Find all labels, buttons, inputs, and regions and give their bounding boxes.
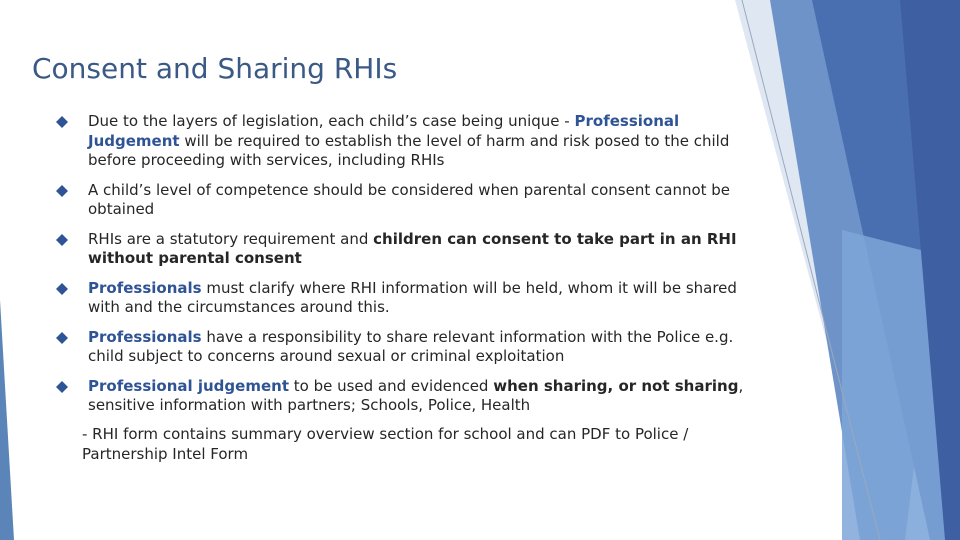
footer-note: - RHI form contains summary overview section for school and can PDF to Police / Partnership Intel Form <box>82 425 689 463</box>
bullet-item <box>56 279 764 318</box>
bullet-item <box>56 181 764 220</box>
diamond-icon <box>56 234 68 246</box>
bullet-text-segment: Professional judgement <box>88 376 289 395</box>
bullet-text-segment: children can consent to take part in an RHI without parental consent <box>88 229 737 267</box>
bullet-text-segment: A child’s level of competence should be considered when parental consent cannot be obtained <box>88 180 731 218</box>
bullet-text-segment: must clarify where RHI information will be held, whom it will be shared with and the circumstances around this. <box>88 278 737 316</box>
bullet-text-segment: when sharing, or not sharing <box>493 376 739 395</box>
diamond-icon <box>56 116 68 128</box>
bullet-text-segment: RHIs are a statutory requirement and <box>88 229 374 248</box>
left-edge-strip <box>0 300 14 540</box>
bullet-text-segment: Due to the layers of legislation, each child’s case being unique - <box>88 112 575 130</box>
diamond-icon <box>56 381 68 393</box>
bullet-text-segment: Professionals <box>88 327 202 346</box>
bullet-item <box>56 377 764 416</box>
bullet-item <box>56 112 764 171</box>
bullet-text-segment: to be used and evidenced <box>288 376 494 395</box>
bullet-text-segment: , sensitive information with partners; Schools, Police, Health <box>88 376 744 414</box>
bullet-text-segment: Professional Judgement <box>88 112 680 150</box>
diamond-icon <box>56 332 68 344</box>
bullet-text-segment: Professionals <box>88 278 202 297</box>
diamond-icon <box>56 185 68 197</box>
bullet-text-segment: will be required to establish the level of harm and risk posed to the child before proceeding with services, including RHIs <box>88 131 730 169</box>
bullet-text-segment: have a responsibility to share relevant information with the Police e.g. child subject to concerns around sexual or criminal exploitation <box>88 327 734 365</box>
diamond-icon <box>56 283 68 295</box>
slide-title: Consent and Sharing RHIs <box>32 52 398 85</box>
bullet-item <box>56 328 764 367</box>
bullet-list <box>56 112 764 426</box>
bullet-item <box>56 230 764 269</box>
